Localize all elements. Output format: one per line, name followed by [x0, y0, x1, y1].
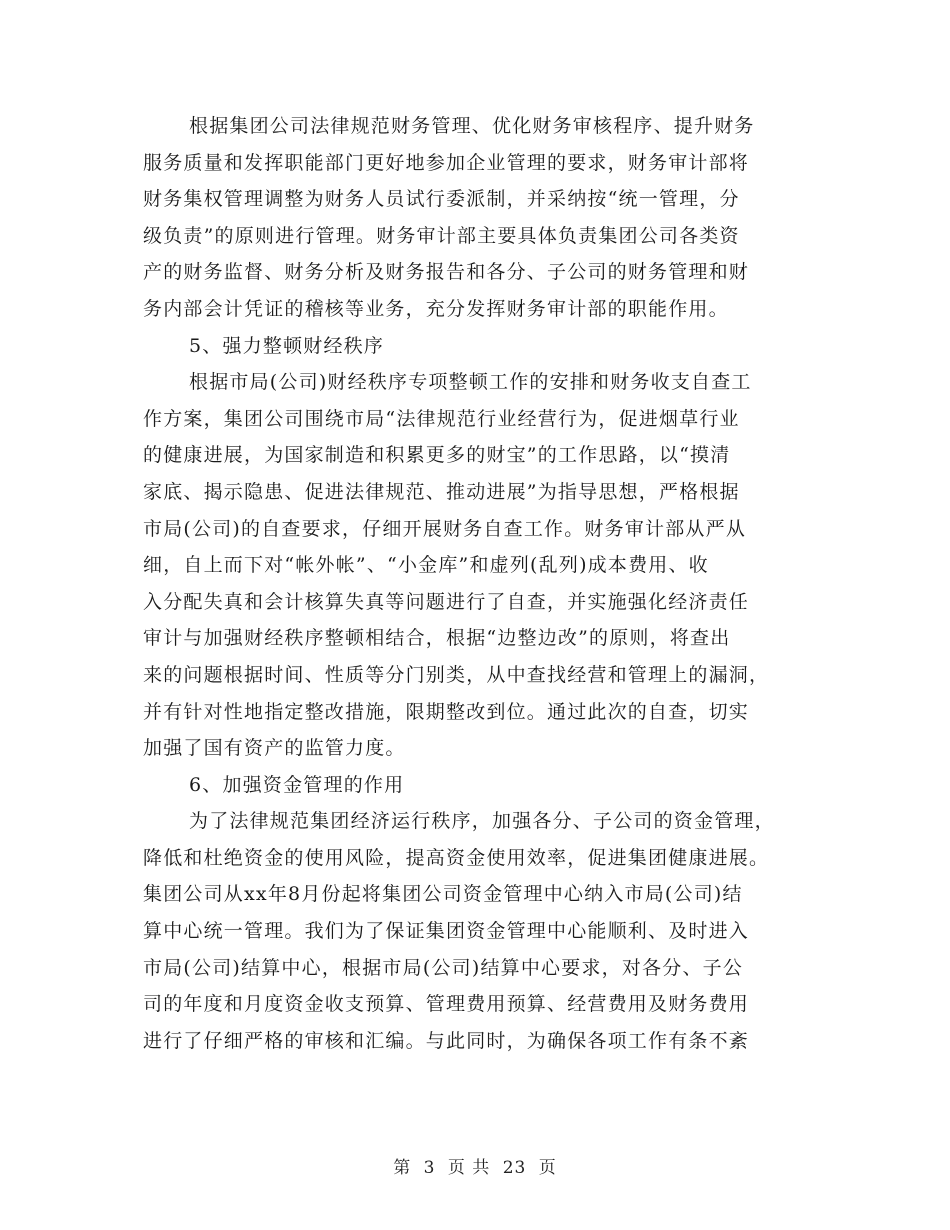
text-line: 市局(公司)的自查要求，仔细开展财务自查工作。财务审计部从严从 [143, 517, 747, 540]
text-line: 5、强力整顿财经秩序 [189, 334, 385, 357]
footer-total-pages: 23 [502, 1158, 527, 1178]
text-line: 根据市局(公司)财经秩序专项整顿工作的安排和财务收支自查工 [189, 371, 752, 394]
text-line: 加强了国有资产的监管力度。 [143, 737, 406, 760]
text-line: 家底、揭示隐患、促进法律规范、推动进展”为指导思想，严格根据 [143, 480, 740, 503]
text-line: 的健康进展，为国家制造和积累更多的财宝”的工作思路，以“摸清 [143, 444, 731, 467]
text-line: 市局(公司)结算中心，根据市局(公司)结算中心要求，对各分、子公 [143, 956, 744, 979]
text-line: 司的年度和月度资金收支预算、管理费用预算、经营费用及财务费用 [143, 993, 750, 1016]
text-line: 算中心统一管理。我们为了保证集团资金管理中心能顺利、及时进入 [143, 920, 750, 943]
footer-middle: 页 共 [447, 1158, 491, 1178]
text-line: 来的问题根据时间、性质等分门别类，从中查找经营和管理上的漏洞， [143, 663, 770, 686]
text-line: 入分配失真和会计核算失真等问题进行了自查，并实施强化经济责任 [143, 590, 750, 613]
text-line: 集团公司从xx年8月份起将集团公司资金管理中心纳入市局(公司)结 [143, 883, 743, 906]
text-line: 降低和杜绝资金的使用风险，提高资金使用效率，促进集团健康进展。 [143, 846, 770, 869]
page-footer [0, 1153, 950, 1178]
text-line: 6、加强资金管理的作用 [189, 773, 405, 796]
text-line: 服务质量和发挥职能部门更好地参加企业管理的要求，财务审计部将 [143, 151, 750, 174]
text-line: 作方案，集团公司围绕市局“法律规范行业经营行为，促进烟草行业 [143, 407, 740, 430]
body-text [143, 108, 813, 1059]
text-line: 为了法律规范集团经济运行秩序，加强各分、子公司的资金管理， [189, 810, 775, 833]
text-line: 务内部会计凭证的稽核等业务，充分发挥财务审计部的职能作用。 [143, 297, 729, 320]
text-line: 细，自上而下对“帐外帐”、“小金库”和虚列(乱列)成本费用、收 [143, 554, 709, 577]
text-line: 并有针对性地指定整改措施，限期整改到位。通过此次的自查，切实 [143, 700, 750, 723]
text-line: 级负责”的原则进行管理。财务审计部主要具体负责集团公司各类资 [143, 224, 740, 247]
footer-prefix: 第 [393, 1158, 412, 1178]
text-line: 审计与加强财经秩序整顿相结合，根据“边整边改”的原则，将查出 [143, 627, 731, 650]
text-line: 根据集团公司法律规范财务管理、优化财务审核程序、提升财务 [189, 115, 755, 137]
footer-page-number: 3 [423, 1158, 436, 1178]
footer-suffix: 页 [538, 1158, 557, 1178]
text-line: 财务集权管理调整为财务人员试行委派制，并采纳按“统一管理，分 [143, 188, 740, 211]
text-line: 进行了仔细严格的审核和汇编。与此同时，为确保各项工作有条不紊 [143, 1029, 750, 1052]
text-line: 产的财务监督、财务分析及财务报告和各分、子公司的财务管理和财 [143, 261, 750, 284]
